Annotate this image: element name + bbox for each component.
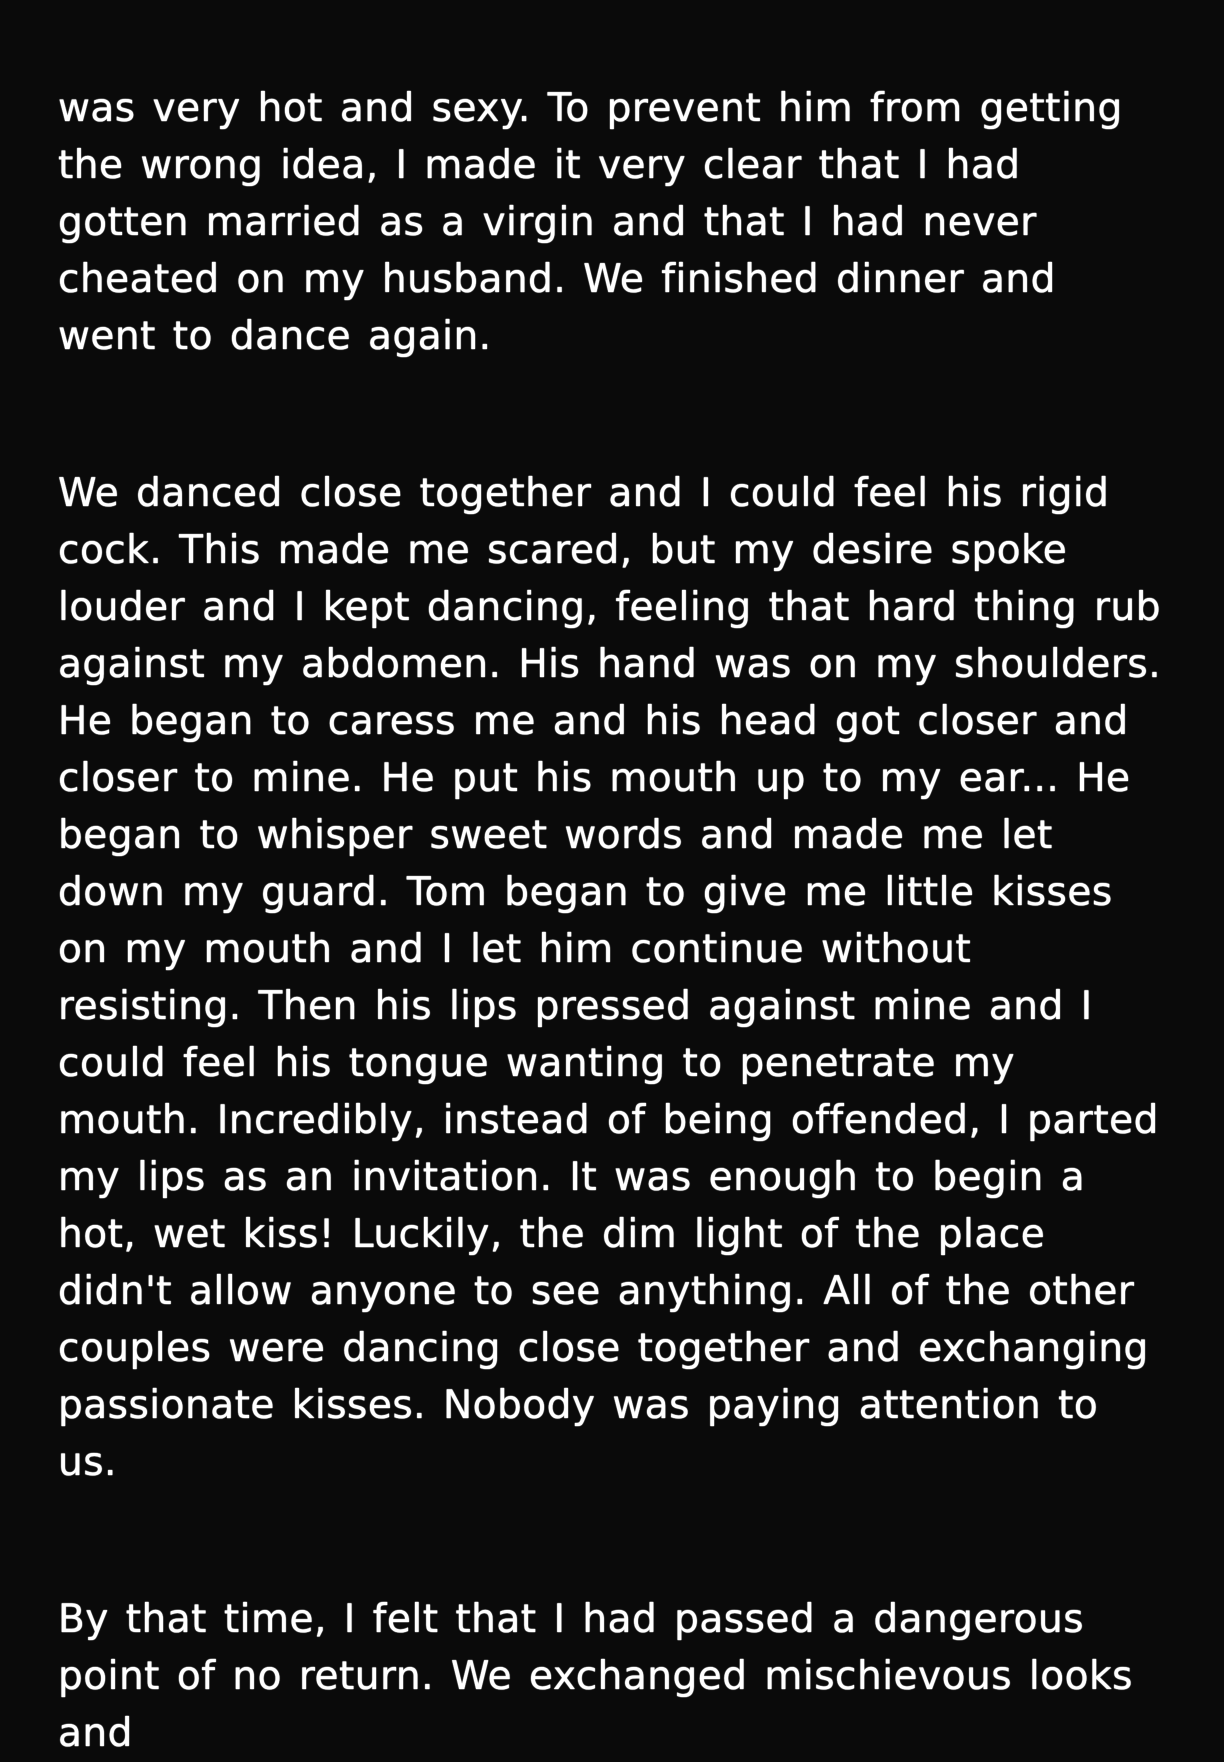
story-paragraph: was very hot and sexy. To prevent him from getting the wrong idea, I made it very clear that I had gotten married as a virgin and that I had never cheated on my husband. We finished dinner and went to dance again. [58, 86, 1123, 359]
story-paragraph: We danced close together and I could feel his rigid cock. This made me scared, but my desire spoke louder and I kept dancing, feeling that hard thing rub against my abdomen. His hand was on my shoulders. He began to caress me and his head got closer and closer to mine. He put his mouth up to my ear... He began to whisper sweet words and made me let down my guard. Tom began to give me little kisses on my mouth and I let him continue without resisting. Then his lips pressed against mine and I could feel his tongue wanting to penetrate my mouth. Incredibly, instead of being offended, I parted my lips as an invitation. It was enough to begin a hot, wet kiss! Luckily, the dim light of the place didn't allow anyone to see anything. All of the other couples were dancing close together and exchanging passionate kisses. Nobody was paying attention to us. [58, 471, 1162, 1485]
story-text [58, 80, 1166, 1762]
story-paragraph: By that time, I felt that I had passed a dangerous point of no return. We exchanged mischievous looks and [58, 1597, 1133, 1756]
